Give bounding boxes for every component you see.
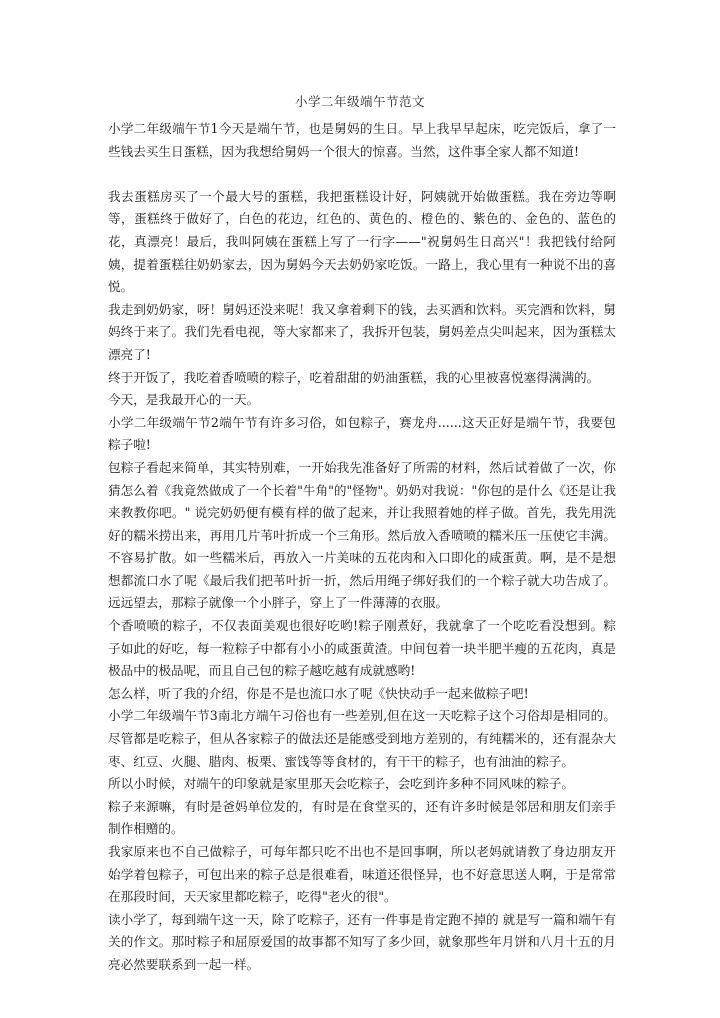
paragraph-14: 读小学了，每到端午这一天，除了吃粽子，还有一件事是肯定跑不掉的 就是写一篇和端午有关的作文。那时粽子和屈原爱国的故事都不知写了多少回，就象那些年月饼和八月十五的月亮必然要联系到一起一样。 [108,911,616,972]
paragraph-10: 小学二年级端午节3南北方端午习俗也有一些差别,但在这一天吃粽子这个习俗却是相同的。尽管都是吃粽子，但从各家粽子的做法还是能感受到地方差别的，有纯糯米的，还有混杂大枣、红豆、火腿、腊肉、板栗、蜜饯等等食材的，有干干的粽子，也有油油的粽子。 [108,708,616,769]
paragraph-3: 我走到奶奶家，呀！舅妈还没来呢！我又拿着剩下的钱，去买酒和饮料。买完酒和饮料，舅妈终于来了。我们先看电视，等大家都来了，我拆开包装，舅妈差点尖叫起来，因为蛋糕太漂亮了! [108,301,616,362]
paragraph-13: 我家原来也不自己做粽子，可每年都只吃不出也不是回事啊，所以老妈就请教了身边朋友开始学着包粽子，可包出来的粽子总是很难看，味道还很怪异，也不好意思送人啊，于是常常在那段时间，天天家里都吃粽子，吃得"老火的很"。 [108,844,616,905]
document-body [108,118,616,977]
paragraph-2: 我去蛋糕房买了一个最大号的蛋糕，我把蛋糕设计好，阿姨就开始做蛋糕。我在旁边等啊等，蛋糕终于做好了，白色的花边，红色的、黄色的、橙色的、紫色的、金色的、蓝色的花，真漂亮！最后，我叫阿姨在蛋糕上写了一行字——"祝舅妈生日高兴"！我把钱付给阿姨，提着蛋糕往奶奶家去，因为舅妈今天去奶奶家吃饭。一路上，我心里有一种说不出的喜悦。 [108,188,616,295]
paragraph-8: 个香喷喷的粽子，不仅表面美观也很好吃哟!粽子刚煮好，我就拿了一个吃吃看没想到。粽子如此的好吃，每一粒粽子中都有小小的咸蛋黄渣。中间包着一块半肥半瘦的五花肉，真是极品中的极品呢，而且自己包的粽子越吃越有成就感哟! [108,618,616,679]
paragraph-12: 粽子来源嘛，有时是爸妈单位发的，有时是在食堂买的，还有许多时候是邻居和朋友们亲手制作相赠的。 [108,798,616,837]
paragraph-5: 今天，是我最开心的一天。 [108,392,260,408]
paragraph-9: 怎么样，听了我的介绍，你是不是也流口水了呢《快快动手一起来做粽子吧! [108,685,529,701]
paragraph-7: 包粽子看起来简单，其实特别难，一开始我先准备好了所需的材料，然后试着做了一次，你猜怎么着《我竟然做成了一个长着"牛角"的"怪物"。奶奶对我说："你包的是什么《还是让我来教教你吧。" 说完奶奶便有模有样的做了起来，并让我照着她的样子做。首先，我先用洗好的糯米捞出来，再用几片苇叶折成一个三角形。然后放入香喷喷的糯米压一压使它丰满。不容易扩散。如一些糯米后，再放入一片美味的五花肉和入口即化的咸蛋黄。啊，是不是想想都流口水了呢《最后我们把苇叶折一折，然后用绳子绑好我们的一个粽子就大功告成了。远远望去，那粽子就像一个小胖子，穿上了一件薄薄的衣服。 [108,459,616,611]
paragraph-4: 终于开饭了，我吃着香喷喷的粽子，吃着甜甜的奶油蛋糕，我的心里被喜悦塞得满满的。 [108,369,600,385]
document-title: 小学二年级端午节范文 [294,94,425,109]
paragraph-11: 所以小时候，对端午的印象就是家里那天会吃粽子，会吃到许多种不同风味的粽子。 [108,776,574,792]
paragraph-6: 小学二年级端午节2端午节有许多习俗，如包粽子，赛龙舟......这天正好是端午节，我要包粽子啦! [108,414,616,453]
paragraph-1: 小学二年级端午节1今天是端午节，也是舅妈的生日。早上我早早起床，吃完饭后，拿了一些钱去买生日蛋糕，因为我想给舅妈一个很大的惊喜。当然，这件事全家人都不知道! [108,121,616,159]
